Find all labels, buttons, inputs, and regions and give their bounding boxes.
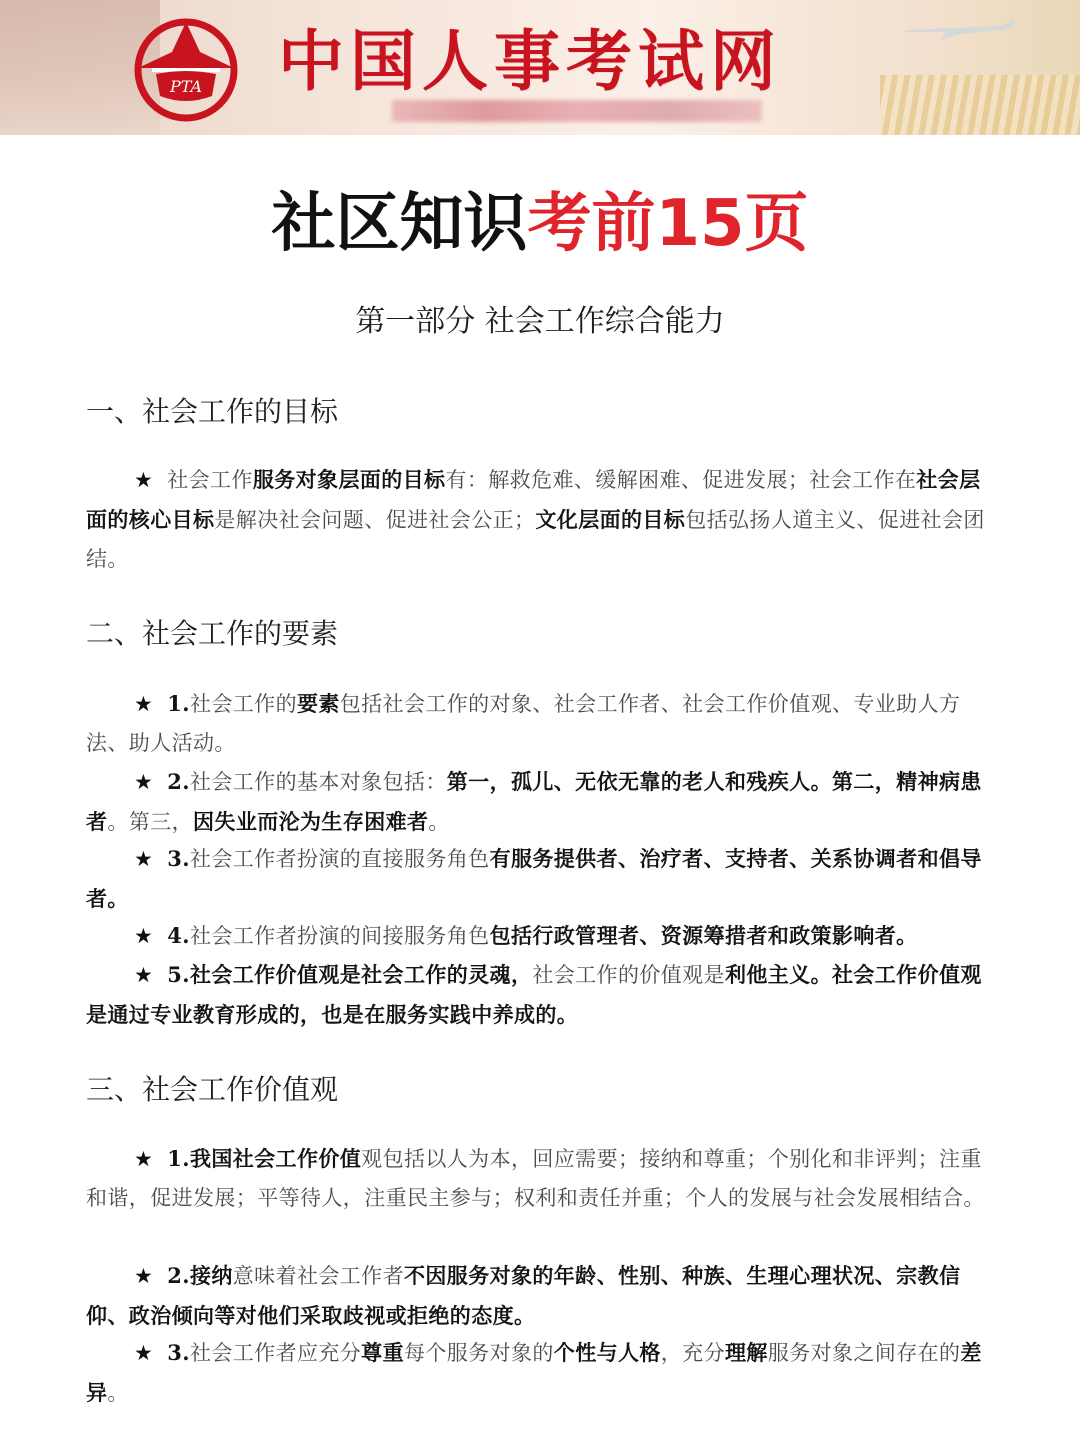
bold-text: 4. — [167, 923, 190, 948]
body-text: 包括社会工作的对象、社会工作者、社会工作价值观、专业助人方法、助人活动。 — [86, 692, 961, 755]
bold-text: 1. — [167, 691, 190, 716]
list-item — [86, 1139, 998, 1218]
bold-text: 有服务提供者、治疗者、支持者、关系协调者和倡导者。 — [86, 846, 982, 911]
body-text: 。第三， — [107, 810, 194, 834]
body-text: 社会工作的 — [189, 692, 297, 716]
body-text: 包括弘扬人道主义、促进社会团结。 — [86, 508, 985, 571]
airplane-icon — [900, 12, 1020, 42]
body-text: 服务对象之间存在的 — [767, 1341, 961, 1365]
bold-text: 5.社会工作价值观是社会工作的灵魂， — [167, 962, 533, 987]
list-item — [86, 460, 998, 579]
body-text: 社会工作者扮演的间接服务角色 — [189, 924, 490, 948]
field-decoration — [880, 75, 1080, 135]
star-icon: ★ — [134, 1147, 154, 1171]
page-title — [0, 186, 1080, 262]
header-banner — [0, 0, 1080, 135]
body-text: 。 — [107, 1381, 129, 1405]
section-heading: 一、社会工作的目标 — [86, 395, 339, 428]
bold-text: 个性与人格 — [553, 1340, 661, 1365]
section-heading: 三、社会工作价值观 — [86, 1073, 339, 1106]
list-item — [86, 1333, 998, 1413]
bold-text: 文化层面的目标 — [535, 507, 686, 532]
section-heading: 二、社会工作的要素 — [86, 617, 339, 650]
page-title-black: 社区知识 — [271, 187, 528, 261]
bold-text: 第一，孤儿、无依无靠的老人和残疾人。第二，精神病患者 — [86, 769, 982, 834]
body-text: 。 — [428, 810, 450, 834]
body-text: 意味着社会工作者 — [232, 1264, 404, 1288]
list-item — [86, 762, 998, 842]
body-text: 社会工作的基本对象包括： — [189, 770, 447, 794]
bold-text: 2. — [167, 769, 190, 794]
bold-text: 因失业而沦为生存困难者 — [193, 809, 429, 834]
bold-text: 1.我国社会工作价值 — [167, 1146, 362, 1171]
bold-text: 社会层面的核心目标 — [86, 467, 981, 532]
page-title-red: 考前15页 — [527, 187, 809, 261]
body-text: 社会工作者应充分 — [189, 1341, 362, 1365]
body-text: 每个服务对象的 — [403, 1341, 554, 1365]
list-item — [86, 955, 998, 1035]
star-icon: ★ — [134, 924, 154, 948]
bold-text: 包括行政管理者、资源筹措者和政策影响者。 — [489, 923, 918, 948]
body-text: ，充分 — [660, 1341, 725, 1365]
pta-logo-icon — [130, 14, 242, 122]
blurred-url-bar — [392, 100, 762, 122]
list-item — [86, 684, 998, 763]
bold-text: 2.接纳 — [167, 1263, 233, 1288]
star-icon: ★ — [134, 692, 154, 716]
bold-text: 要素 — [296, 691, 340, 716]
part-title: 第一部分 社会工作综合能力 — [355, 304, 725, 339]
star-icon: ★ — [134, 1264, 154, 1288]
body-text: 有：解救危难、缓解困难、促进发展；社会工作在 — [445, 468, 917, 492]
body-text: 社会工作的价值观是 — [532, 963, 725, 987]
site-name: 中国人事考试网 — [278, 23, 782, 100]
star-icon: ★ — [134, 1341, 154, 1365]
body-text: 社会工作者扮演的直接服务角色 — [189, 847, 490, 871]
body-text: 是解决社会问题、促进社会公正； — [214, 508, 536, 532]
body-text: 社会工作 — [167, 468, 253, 492]
bold-text: 利他主义。社会工作价值观是通过专业教育形成的，也是在服务实践中养成的。 — [86, 962, 982, 1027]
logo-text: PTA — [169, 77, 203, 96]
bold-text: 尊重 — [361, 1340, 404, 1365]
body-text: 观包括以人为本，回应需要；接纳和尊重；个别化和非评判；注重和谐，促进发展；平等待人，注重民主参与；权利和责任并重；个人的发展与社会发展相结合。 — [86, 1147, 985, 1210]
bold-text: 不因服务对象的年龄、性别、种族、生理心理状况、宗教信仰、政治倾向等对他们采取歧视或拒绝的态度。 — [86, 1263, 961, 1328]
bold-text: 服务对象层面的目标 — [252, 467, 446, 492]
list-item — [86, 1256, 998, 1336]
bold-text: 差异 — [86, 1340, 982, 1405]
bold-text: 3. — [167, 1340, 190, 1365]
bold-text: 3. — [167, 846, 190, 871]
star-icon: ★ — [134, 847, 154, 871]
star-icon: ★ — [134, 770, 154, 794]
list-item — [86, 839, 998, 919]
star-icon: ★ — [134, 468, 154, 492]
list-item — [86, 916, 998, 956]
bold-text: 理解 — [725, 1340, 768, 1365]
star-icon: ★ — [134, 963, 154, 987]
